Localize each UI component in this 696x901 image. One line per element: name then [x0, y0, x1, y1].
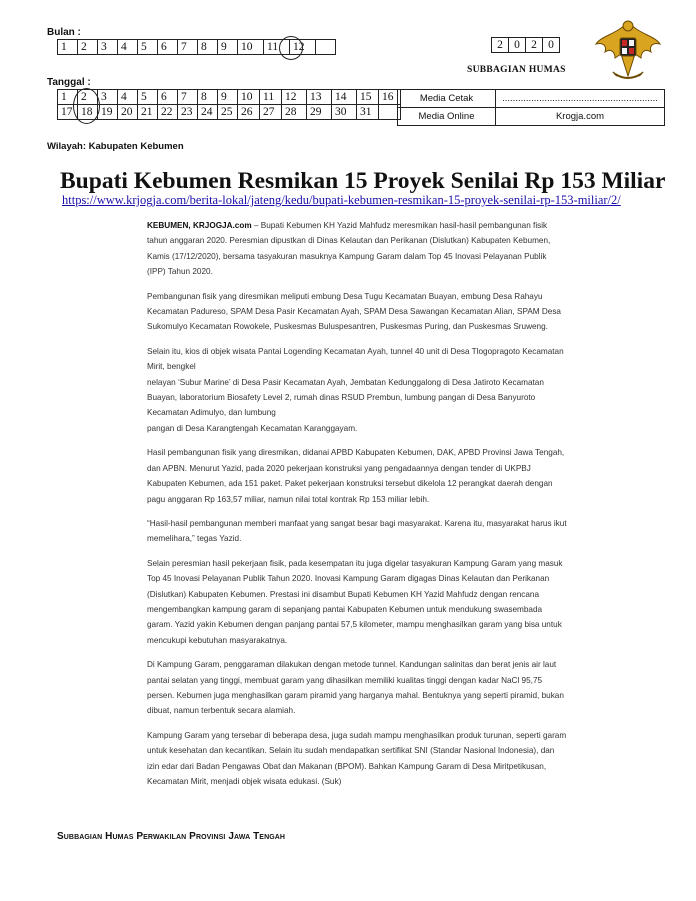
date-cell: 4 [118, 90, 138, 105]
month-cell: 9 [218, 40, 238, 55]
date-cell: 28 [282, 105, 307, 120]
article-body [147, 218, 567, 798]
date-cell: 17 [58, 105, 78, 120]
month-cell: 6 [158, 40, 178, 55]
article-paragraph: Kampung Garam yang tersebar di beberapa desa, juga sudah mampu menghasilkan produk turunan, seperti garam untuk kesehatan dan kecantikan. Selain itu sudah mendapatkan sertifikat SNI (Standar Nasional Indonesia), dan izin edar dari Badan Pengawas Obat dan Makanan (BPOM). Bahkan Kampung Garam di Desa Miritpetikusan, Kecamatan Mirit, menjadi objek wisata edukasi. (Suk) [147, 730, 567, 786]
article-paragraph: “Hasil-hasil pembangunan memberi manfaat yang sangat besar bagi masyarakat. Karena itu, masyarakat harus ikut memelihara,” tegas Yazid. [147, 518, 567, 544]
date-cell-selected: 18 [78, 105, 98, 120]
year-digit: 2 [526, 38, 543, 53]
media-cetak-label: Media Cetak [398, 90, 496, 108]
date-cell: 12 [282, 90, 307, 105]
date-cell: 26 [238, 105, 260, 120]
date-cell: 14 [332, 90, 357, 105]
department-label: SUBBAGIAN HUMAS [467, 65, 566, 75]
month-cell-selected: 12 [290, 40, 316, 55]
article-url-link[interactable]: https://www.krjogja.com/berita-lokal/jateng/kedu/bupati-kebumen-resmikan-15-proyek-senilai-rp-153-miliar/2/ [62, 193, 621, 207]
month-cell: 3 [98, 40, 118, 55]
article-source: KEBUMEN, KRJOGJA.com [147, 221, 252, 230]
date-cell: 23 [178, 105, 198, 120]
year-digit: 2 [492, 38, 509, 53]
month-cell-empty [316, 40, 336, 55]
date-cell: 16 [379, 90, 401, 105]
date-cell: 5 [138, 90, 158, 105]
date-cell: 22 [158, 105, 178, 120]
wilayah-label: Wilayah: Kabupaten Kebumen [47, 141, 184, 152]
date-cell: 7 [178, 90, 198, 105]
date-cell: 8 [198, 90, 218, 105]
article-paragraph: Selain peresmian hasil pekerjaan fisik, pada kesempatan itu juga digelar tasyakuran Kampung Garam yang masuk Top 45 Inovasi Pelayanan Publik Tahun 2020. Inovasi Kampung Garam digagas Dinas Kelautan dan Perikanan (Dislutkan) Kabupaten Kebumen. Prestasi ini disambut Bupati Kebumen KH Yazid Mahfudz dengan rencana mengembangkan kampung garam di sepanjang pantai Kabupaten Kebumen untuk mendukung swasembada garam. Yazid yakin Kebumen dengan panjang pantai 57,5 kilometer, mampu menghasilkan garam yang bisa untuk mencukupi kebutuhan masyarakatnya. [147, 558, 563, 645]
month-cell: 1 [58, 40, 78, 55]
date-cell: 1 [58, 90, 78, 105]
date-cell: 15 [357, 90, 379, 105]
date-cell: 9 [218, 90, 238, 105]
date-cell: 21 [138, 105, 158, 120]
month-cell: 10 [238, 40, 264, 55]
article-paragraph: nelayan ‘Subur Marine’ di Desa Pasir Kecamatan Ayah, Jembatan Kedunggalong di Desa Jatiroto Kecamatan Buayan, laboratorium Biosafety Level 2, rumah dinas RSUD Prembun, lumbung pangan di Desa Banyuroto Kecamatan Adimulyo, dan lumbung [147, 377, 544, 418]
date-cell-selected: 2 [78, 90, 98, 105]
article-paragraph: Selain itu, kios di objek wisata Pantai Logending Kecamatan Ayah, tunnel 40 unit di Desa Tlogopragoto Kecamatan Mirit, bengkel [147, 346, 564, 372]
month-cell: 5 [138, 40, 158, 55]
date-cell: 29 [307, 105, 332, 120]
year-grid [491, 37, 560, 53]
year-digit: 0 [543, 38, 560, 53]
date-cell: 20 [118, 105, 138, 120]
date-grid [57, 89, 401, 120]
bulan-label: Bulan : [47, 27, 81, 38]
footer-text: Subbagian Humas Perwakilan Provinsi Jawa Tengah [57, 831, 286, 842]
tanggal-label: Tanggal : [47, 77, 91, 88]
article-title: Bupati Kebumen Resmikan 15 Proyek Senilai Rp 153 Miliar [60, 168, 666, 194]
media-cetak-value: ........................................................... [496, 90, 665, 108]
media-online-value: Krogja.com [496, 108, 665, 126]
date-cell: 10 [238, 90, 260, 105]
date-cell: 11 [260, 90, 282, 105]
article-paragraph: pangan di Desa Karangtengah Kecamatan Karanggayam. [147, 423, 358, 433]
selected-month-circle [279, 36, 303, 60]
media-online-label: Media Online [398, 108, 496, 126]
article-lead: – Bupati Kebumen KH Yazid Mahfudz meresmikan hasil-hasil pembangunan fisik tahun anggaran 2020. Peresmian dipustkan di Dinas Kelautan dan Perikanan (Dislutkan) Kabupaten Kebumen, Kamis (17/12/2020), bersama tasyakuran masuknya Kampung Garam dalam Top 45 Inovasi Pelayanan Publik (IPP) Tahun 2020. [147, 221, 551, 277]
selected-date-circle [73, 88, 100, 124]
date-cell: 13 [307, 90, 332, 105]
date-cell: 24 [198, 105, 218, 120]
article-paragraph: Di Kampung Garam, penggaraman dilakukan dengan metode tunnel. Kandungan salinitas dan berat jenis air laut pantai selatan yang tinggi, membuat garam yang dihasilkan memiliki kualitas tinggi dengan kadar NaCl 95,75 persen. Kebumen juga menghasilkan garam piramid yang harganya mahal. Bentuknya yang seperti piramid, bukan dibuat, namun terbentuk secara alamiah. [147, 660, 564, 716]
article-paragraph: Hasil pembangunan fisik yang diresmikan, didanai APBD Kabupaten Kebumen, DAK, APBD Provinsi Jawa Tengah, dan APBN. Menurut Yazid, pada 2020 pekerjaan konstruksi yang pengadaannya dengan tender di UKPBJ Kabupaten Kebumen, ada 151 paket. Paket pekerjaan konstruksi tersebut dikelola 12 perangkat daerah dengan pagu anggaran Rp 163,57 miliar, namun nilai total kontrak Rp 153 miliar lebih. [147, 448, 565, 504]
garuda-emblem-icon [593, 14, 663, 86]
month-cell: 11 [264, 40, 290, 55]
year-digit: 0 [509, 38, 526, 53]
month-cell: 2 [78, 40, 98, 55]
date-cell: 31 [357, 105, 379, 120]
month-cell: 7 [178, 40, 198, 55]
month-cell: 4 [118, 40, 138, 55]
media-table [397, 89, 665, 126]
article-paragraph: Pembangunan fisik yang diresmikan meliputi embung Desa Tugu Kecamatan Buayan, embung Desa Rahayu Kecamatan Padureso, SPAM Desa Pasir Kecamatan Ayah, SPAM Desa Sawangan Kecamatan Alian, SPAM Desa Sukomulyo Kecamatan Rowokele, Puskesmas Buluspesantren, Puskesmas Puring, dan Puskesmas Sruweng. [147, 291, 561, 332]
date-cell: 30 [332, 105, 357, 120]
date-cell: 27 [260, 105, 282, 120]
date-cell: 6 [158, 90, 178, 105]
date-cell: 3 [98, 90, 118, 105]
date-cell: 19 [98, 105, 118, 120]
article-paragraph [147, 218, 567, 280]
date-cell: 25 [218, 105, 238, 120]
month-cell: 8 [198, 40, 218, 55]
